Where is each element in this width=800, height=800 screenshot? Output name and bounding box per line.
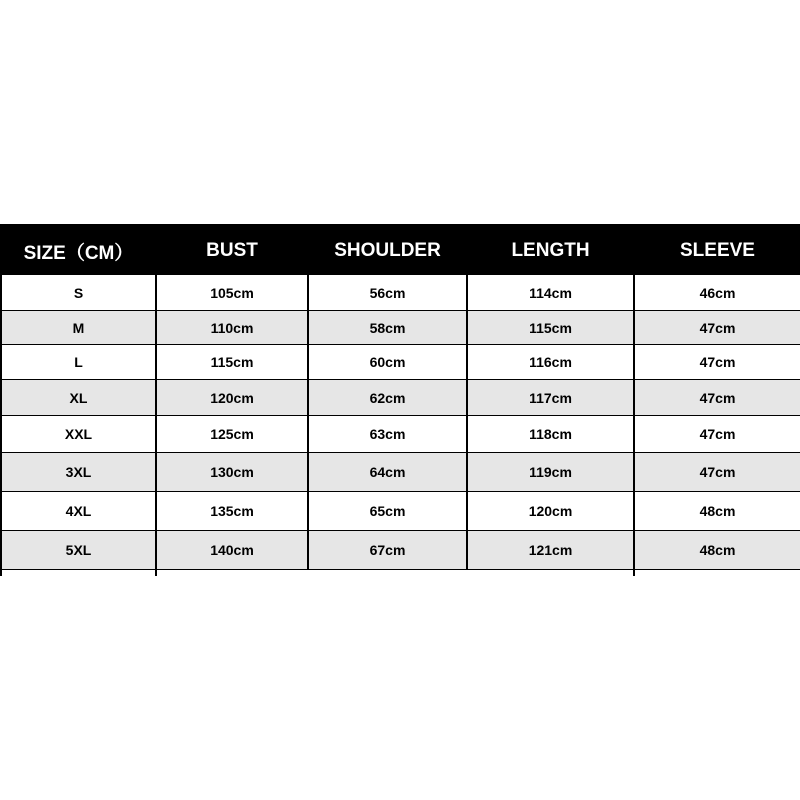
size-cell: 3XL bbox=[1, 452, 156, 491]
bust-cell: 110cm bbox=[156, 311, 308, 345]
stub-cell bbox=[634, 569, 800, 576]
stub-cell bbox=[156, 569, 308, 576]
header-bust: BUST bbox=[156, 226, 308, 275]
size-cell: XL bbox=[1, 380, 156, 416]
sleeve-cell: 48cm bbox=[634, 530, 800, 569]
header-size: SIZE（CM） bbox=[1, 226, 156, 275]
header-shoulder: SHOULDER bbox=[308, 226, 467, 275]
header-row bbox=[1, 226, 800, 275]
size-cell: L bbox=[1, 345, 156, 380]
header-sleeve: SLEEVE bbox=[634, 226, 800, 275]
length-cell: 116cm bbox=[467, 345, 634, 380]
length-cell: 115cm bbox=[467, 311, 634, 345]
table-row bbox=[1, 275, 800, 311]
size-cell: 4XL bbox=[1, 491, 156, 530]
bust-cell: 115cm bbox=[156, 345, 308, 380]
length-cell: 120cm bbox=[467, 491, 634, 530]
shoulder-cell: 58cm bbox=[308, 311, 467, 345]
table-bottom-stub bbox=[1, 569, 800, 576]
stub-cell bbox=[308, 569, 467, 576]
stub-cell bbox=[467, 569, 634, 576]
length-cell: 119cm bbox=[467, 452, 634, 491]
size-cell: 5XL bbox=[1, 530, 156, 569]
shoulder-cell: 56cm bbox=[308, 275, 467, 311]
size-cell: XXL bbox=[1, 416, 156, 452]
table-row bbox=[1, 416, 800, 452]
sleeve-cell: 47cm bbox=[634, 416, 800, 452]
length-cell: 121cm bbox=[467, 530, 634, 569]
shoulder-cell: 67cm bbox=[308, 530, 467, 569]
table-row bbox=[1, 491, 800, 530]
sleeve-cell: 46cm bbox=[634, 275, 800, 311]
sleeve-cell: 47cm bbox=[634, 452, 800, 491]
size-chart-table bbox=[0, 224, 800, 576]
bust-cell: 140cm bbox=[156, 530, 308, 569]
size-cell: M bbox=[1, 311, 156, 345]
bust-cell: 135cm bbox=[156, 491, 308, 530]
sleeve-cell: 47cm bbox=[634, 311, 800, 345]
header-length: LENGTH bbox=[467, 226, 634, 275]
bust-cell: 105cm bbox=[156, 275, 308, 311]
length-cell: 118cm bbox=[467, 416, 634, 452]
table-row bbox=[1, 452, 800, 491]
bust-cell: 120cm bbox=[156, 380, 308, 416]
length-cell: 114cm bbox=[467, 275, 634, 311]
stub-cell bbox=[1, 569, 156, 576]
shoulder-cell: 65cm bbox=[308, 491, 467, 530]
size-cell: S bbox=[1, 275, 156, 311]
sleeve-cell: 48cm bbox=[634, 491, 800, 530]
shoulder-cell: 64cm bbox=[308, 452, 467, 491]
shoulder-cell: 60cm bbox=[308, 345, 467, 380]
sleeve-cell: 47cm bbox=[634, 380, 800, 416]
table-row bbox=[1, 530, 800, 569]
table-row bbox=[1, 380, 800, 416]
bust-cell: 130cm bbox=[156, 452, 308, 491]
table-row bbox=[1, 311, 800, 345]
table-row bbox=[1, 345, 800, 380]
shoulder-cell: 62cm bbox=[308, 380, 467, 416]
length-cell: 117cm bbox=[467, 380, 634, 416]
shoulder-cell: 63cm bbox=[308, 416, 467, 452]
sleeve-cell: 47cm bbox=[634, 345, 800, 380]
bust-cell: 125cm bbox=[156, 416, 308, 452]
